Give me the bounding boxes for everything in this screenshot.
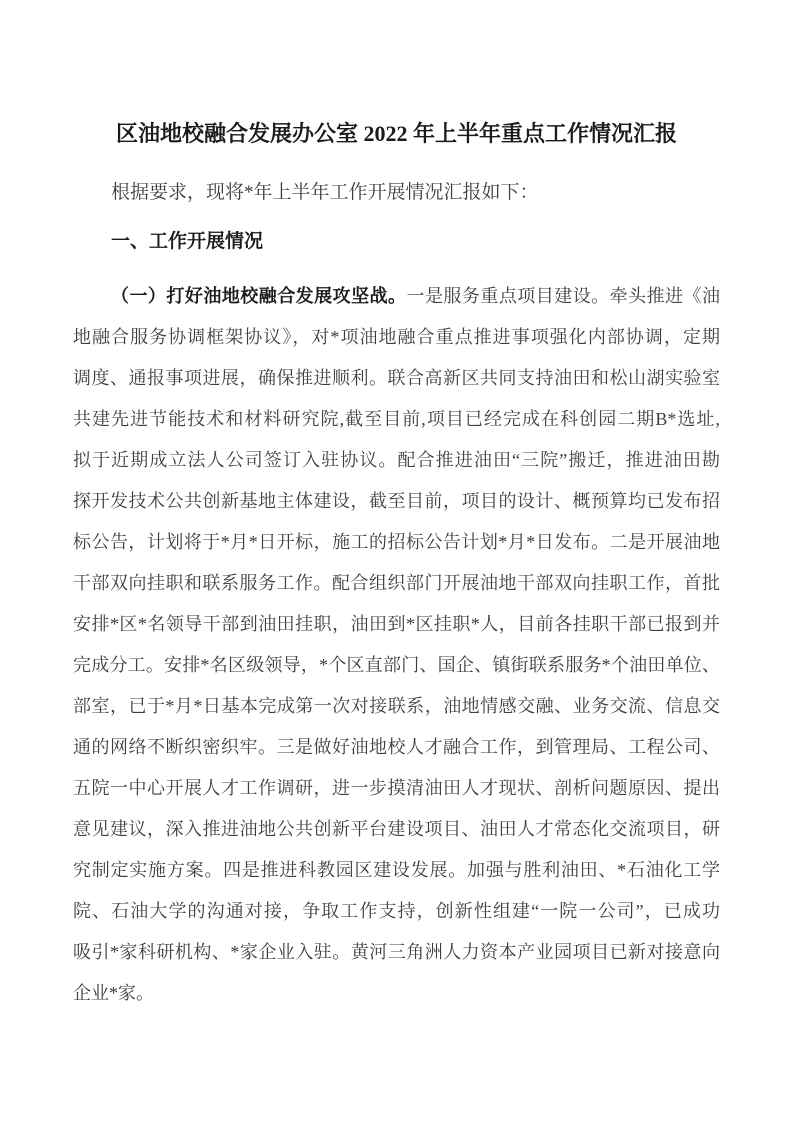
body-paragraph [73, 276, 720, 1014]
paragraph-line [73, 768, 720, 809]
text-run: 安排*区*名领导干部到油田挂职，油田到*区挂职*人，目前各挂职干部已报到并 [73, 614, 720, 634]
text-run: 调度、通报事项进展，确保推进顺利。联合高新区共同支持油田和松山湖实验室 [73, 368, 720, 388]
paragraph-line [73, 645, 720, 686]
text-run: 究制定实施方案。四是推进科教园区建设发展。加强与胜利油田、*石油化工学 [73, 860, 720, 880]
text-run: 拟于近期成立法人公司签订入驻协议。配合推进油田“三院”搬迁，推进油田勘 [73, 450, 720, 470]
paragraph-line [73, 358, 720, 399]
text-run: 吸引*家科研机构、*家企业入驻。黄河三角洲人力资本产业园项目已新对接意向 [73, 942, 720, 962]
bold-text-run: （一）打好油地校融合发展攻坚战。 [111, 286, 407, 306]
paragraph-line [73, 604, 720, 645]
text-run: 意见建议，深入推进油地公共创新平台建设项目、油田人才常态化交流项目，研 [73, 819, 720, 839]
paragraph-line [73, 686, 720, 727]
text-run: 通的网络不断织密织牢。三是做好油地校人才融合工作，到管理局、工程公司、 [73, 737, 720, 757]
paragraph-line [73, 317, 720, 358]
paragraph-line [73, 973, 720, 1014]
paragraph-line [73, 399, 720, 440]
paragraph-line [73, 481, 720, 522]
paragraph-line [73, 276, 720, 317]
paragraph-line [73, 563, 720, 604]
section-heading: 一、工作开展情况 [111, 231, 264, 252]
text-run: 部室，已于*月*日基本完成第一次对接联系，油地情感交融、业务交流、信息交 [73, 696, 720, 716]
text-run: 企业*家。 [73, 983, 154, 1003]
paragraph-line [73, 891, 720, 932]
text-run: 标公告，计划将于*月*日开标，施工的招标公告计划*月*日发布。二是开展油地 [73, 532, 720, 552]
text-run: 探开发技术公共创新基地主体建设，截至目前，项目的设计、概预算均已发布招 [73, 491, 720, 511]
text-run: 共建先进节能技术和材料研究院,截至目前,项目已经完成在科创园二期B*选址, [73, 409, 720, 429]
text-run: 完成分工。安排*名区级领导，*个区直部门、国企、镇街联系服务*个油田单位、 [73, 655, 720, 675]
paragraph-line [73, 522, 720, 563]
paragraph-line [73, 440, 720, 481]
paragraph-line [73, 727, 720, 768]
text-run: 干部双向挂职和联系服务工作。配合组织部门开展油地干部双向挂职工作，首批 [73, 573, 720, 593]
text-run: 一是服务重点项目建设。牵头推进《油 [406, 286, 720, 306]
text-run: 院、石油大学的沟通对接，争取工作支持，创新性组建“一院一公司”，已成功 [73, 901, 720, 921]
paragraph-line [73, 809, 720, 850]
intro-paragraph: 根据要求，现将*年上半年工作开展情况汇报如下： [111, 182, 539, 203]
paragraph-line [73, 850, 720, 891]
text-run: 五院一中心开展人才工作调研，进一步摸清油田人才现状、剖析问题原因、提出 [73, 778, 720, 798]
paragraph-line [73, 932, 720, 973]
document-title: 区油地校融合发展办公室 2022 年上半年重点工作情况汇报 [115, 121, 677, 146]
text-run: 地融合服务协调框架协议》，对*项油地融合重点推进事项强化内部协调，定期 [73, 327, 720, 347]
